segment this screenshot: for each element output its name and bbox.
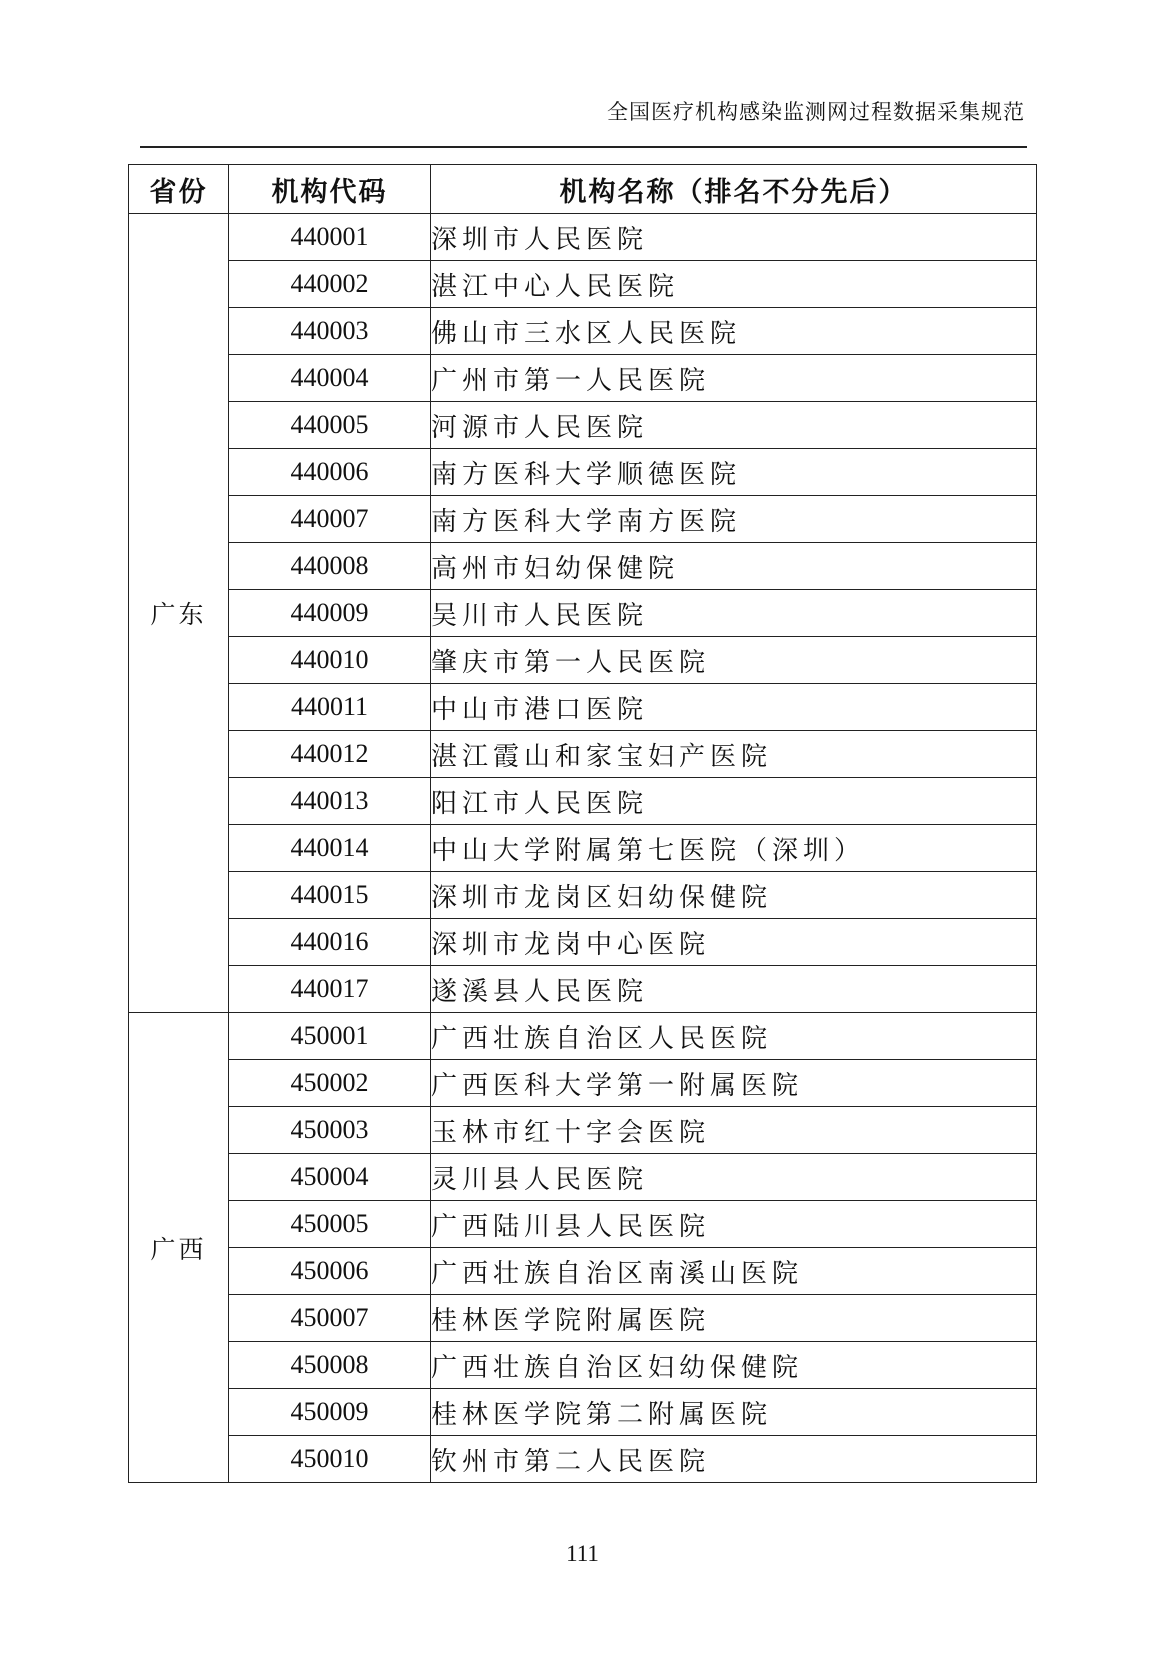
- institution-name-cell: 中山大学附属第七医院（深圳）: [431, 825, 1037, 872]
- institution-name-cell: 玉林市红十字会医院: [431, 1107, 1037, 1154]
- table-row: [129, 1248, 1037, 1295]
- institution-code-cell: 440016: [229, 919, 431, 966]
- table-header-row: [129, 165, 1037, 214]
- institution-code-cell: 450003: [229, 1107, 431, 1154]
- institution-name-cell: 广西壮族自治区妇幼保健院: [431, 1342, 1037, 1389]
- table-row: [129, 919, 1037, 966]
- institution-name-cell: 广西壮族自治区人民医院: [431, 1013, 1037, 1060]
- institution-code-cell: 440011: [229, 684, 431, 731]
- institution-name-cell: 湛江霞山和家宝妇产医院: [431, 731, 1037, 778]
- institution-table: [128, 164, 1037, 1483]
- table-row: [129, 1154, 1037, 1201]
- institution-code-cell: 440014: [229, 825, 431, 872]
- institution-code-cell: 440002: [229, 261, 431, 308]
- table-row: [129, 1389, 1037, 1436]
- running-header: 全国医疗机构感染监测网过程数据采集规范: [607, 100, 1025, 124]
- table-row: [129, 1107, 1037, 1154]
- table-row: [129, 214, 1037, 261]
- institution-name-cell: 桂林医学院第二附属医院: [431, 1389, 1037, 1436]
- institution-name-cell: 南方医科大学南方医院: [431, 496, 1037, 543]
- institution-code-cell: 440008: [229, 543, 431, 590]
- column-header-province: 省份: [129, 165, 229, 214]
- institution-code-cell: 450006: [229, 1248, 431, 1295]
- institution-name-cell: 广西壮族自治区南溪山医院: [431, 1248, 1037, 1295]
- institution-code-cell: 440003: [229, 308, 431, 355]
- table-row: [129, 872, 1037, 919]
- institution-code-cell: 440015: [229, 872, 431, 919]
- table-row: [129, 496, 1037, 543]
- institution-code-cell: 450004: [229, 1154, 431, 1201]
- institution-code-cell: 440004: [229, 355, 431, 402]
- institution-code-cell: 440006: [229, 449, 431, 496]
- institution-code-cell: 450009: [229, 1389, 431, 1436]
- institution-name-cell: 广州市第一人民医院: [431, 355, 1037, 402]
- institution-code-cell: 450010: [229, 1436, 431, 1483]
- table-row: [129, 590, 1037, 637]
- institution-name-cell: 深圳市人民医院: [431, 214, 1037, 261]
- table-row: [129, 731, 1037, 778]
- table-row: [129, 1342, 1037, 1389]
- institution-code-cell: 450002: [229, 1060, 431, 1107]
- institution-code-cell: 450007: [229, 1295, 431, 1342]
- institution-code-cell: 440001: [229, 214, 431, 261]
- column-header-code: 机构代码: [229, 165, 431, 214]
- table-row: [129, 684, 1037, 731]
- institution-name-cell: 广西陆川县人民医院: [431, 1201, 1037, 1248]
- table-row: [129, 1201, 1037, 1248]
- table-row: [129, 1436, 1037, 1483]
- institution-name-cell: 广西医科大学第一附属医院: [431, 1060, 1037, 1107]
- table-row: [129, 308, 1037, 355]
- institution-code-cell: 440017: [229, 966, 431, 1013]
- page-number: 111: [566, 1541, 599, 1566]
- institution-code-cell: 440013: [229, 778, 431, 825]
- institution-name-cell: 肇庆市第一人民医院: [431, 637, 1037, 684]
- institution-name-cell: 灵川县人民医院: [431, 1154, 1037, 1201]
- institution-code-cell: 440010: [229, 637, 431, 684]
- institution-code-cell: 450005: [229, 1201, 431, 1248]
- table-row: [129, 449, 1037, 496]
- column-header-name: 机构名称（排名不分先后）: [431, 165, 1037, 214]
- table-row: [129, 355, 1037, 402]
- institution-name-cell: 阳江市人民医院: [431, 778, 1037, 825]
- province-cell: 广西: [129, 1013, 229, 1483]
- table-body: [129, 214, 1037, 1483]
- institution-code-cell: 440012: [229, 731, 431, 778]
- table-row: [129, 543, 1037, 590]
- institution-name-cell: 河源市人民医院: [431, 402, 1037, 449]
- province-cell: 广东: [129, 214, 229, 1013]
- table-row: [129, 1295, 1037, 1342]
- institution-name-cell: 桂林医学院附属医院: [431, 1295, 1037, 1342]
- institution-code-cell: 450008: [229, 1342, 431, 1389]
- institution-name-cell: 深圳市龙岗中心医院: [431, 919, 1037, 966]
- institution-name-cell: 遂溪县人民医院: [431, 966, 1037, 1013]
- table-row: [129, 825, 1037, 872]
- table-row: [129, 402, 1037, 449]
- institution-name-cell: 深圳市龙岗区妇幼保健院: [431, 872, 1037, 919]
- institution-name-cell: 钦州市第二人民医院: [431, 1436, 1037, 1483]
- institution-code-cell: 440007: [229, 496, 431, 543]
- institution-name-cell: 佛山市三水区人民医院: [431, 308, 1037, 355]
- table-row: [129, 966, 1037, 1013]
- table-row: [129, 778, 1037, 825]
- institution-code-cell: 440009: [229, 590, 431, 637]
- institution-code-cell: 450001: [229, 1013, 431, 1060]
- table-row: [129, 637, 1037, 684]
- institution-code-cell: 440005: [229, 402, 431, 449]
- institution-name-cell: 吴川市人民医院: [431, 590, 1037, 637]
- institution-name-cell: 湛江中心人民医院: [431, 261, 1037, 308]
- institution-name-cell: 南方医科大学顺德医院: [431, 449, 1037, 496]
- institution-name-cell: 中山市港口医院: [431, 684, 1037, 731]
- institution-name-cell: 高州市妇幼保健院: [431, 543, 1037, 590]
- table-row: [129, 1013, 1037, 1060]
- table-row: [129, 261, 1037, 308]
- header-divider: [140, 146, 1027, 148]
- table-row: [129, 1060, 1037, 1107]
